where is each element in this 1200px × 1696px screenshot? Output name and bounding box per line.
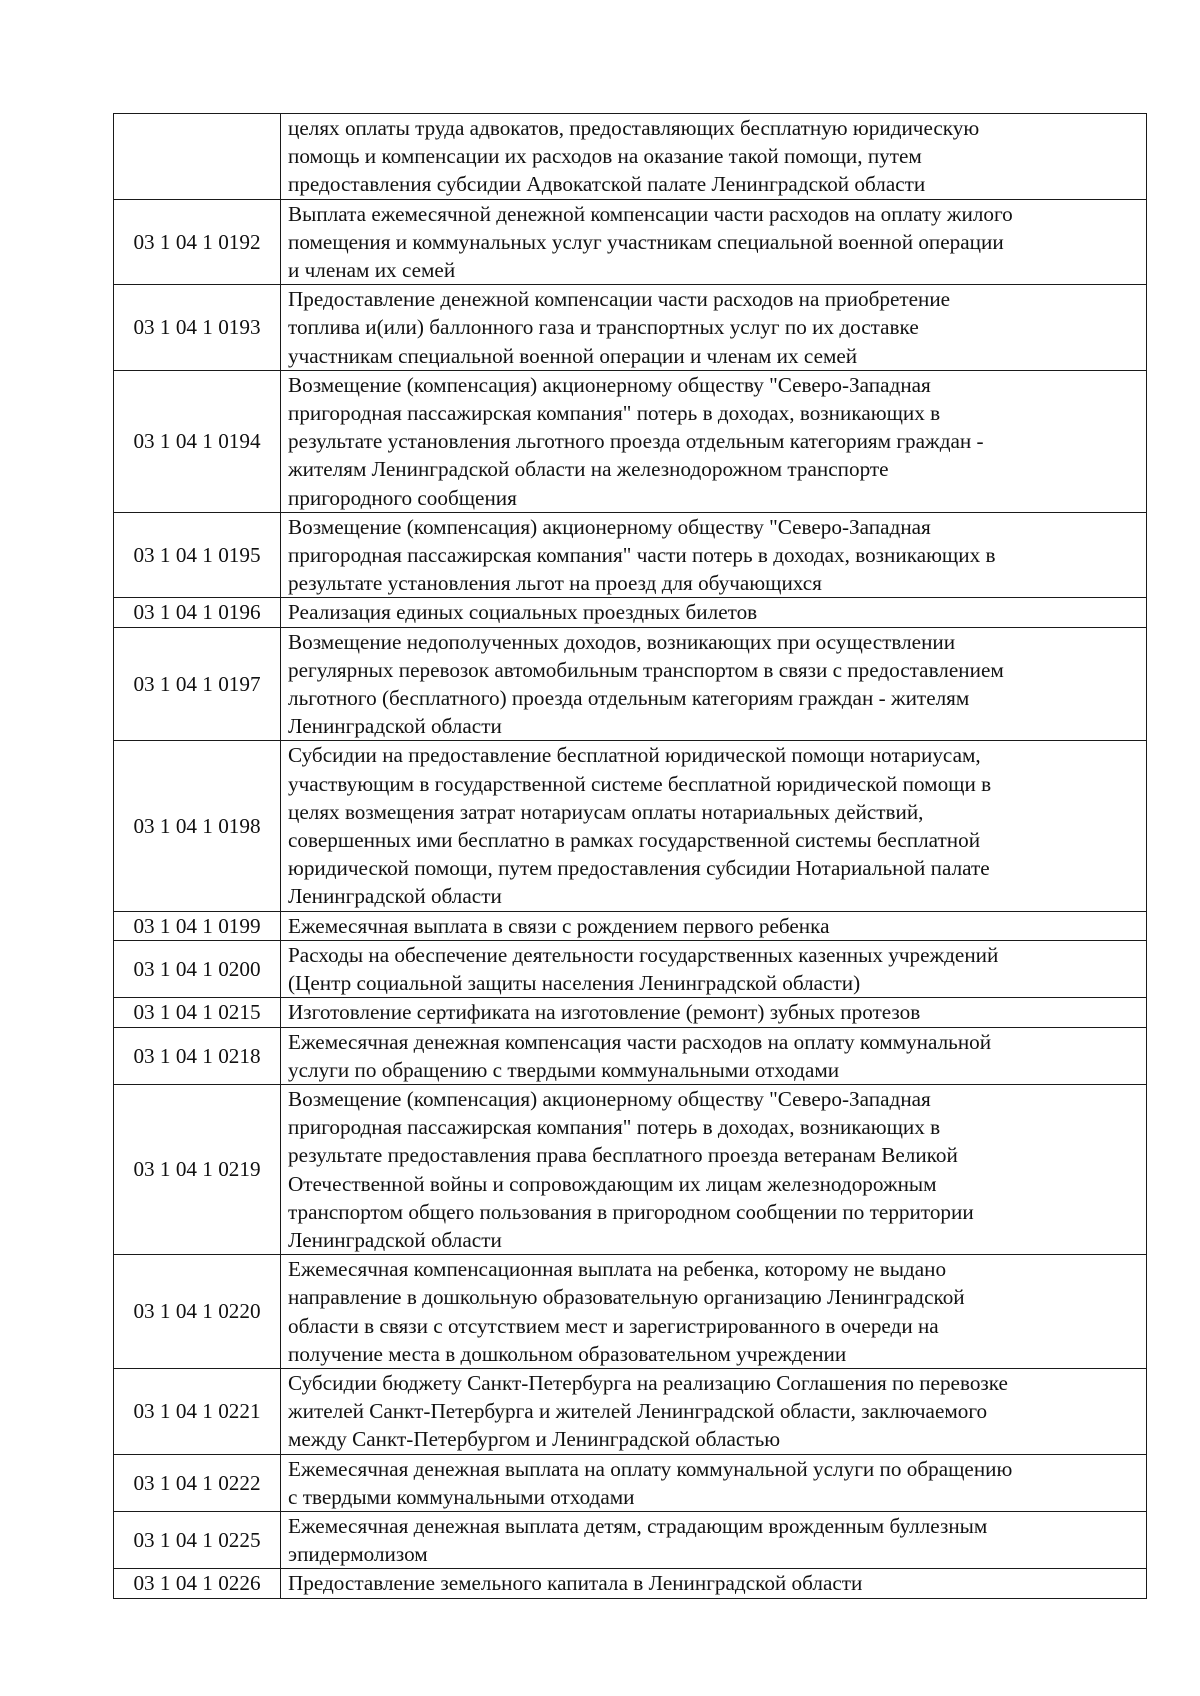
classification-code-cell: 03 1 04 1 0222 bbox=[114, 1454, 281, 1511]
description-line: Возмещение (компенсация) акционерному обществу "Северо-Западная bbox=[288, 1086, 931, 1111]
description-line: Ленинградской области bbox=[288, 884, 502, 909]
table-row bbox=[114, 1368, 1147, 1454]
classification-code-cell: 03 1 04 1 0199 bbox=[114, 911, 281, 940]
budget-codes-table bbox=[113, 113, 1147, 1599]
classification-code-cell: 03 1 04 1 0195 bbox=[114, 512, 281, 598]
classification-code-cell bbox=[114, 114, 281, 200]
description-line: жителям Ленинградской области на железнодорожном транспорте bbox=[288, 457, 889, 482]
description-line: пригородная пассажирская компания" потерь в доходах, возникающих в bbox=[288, 401, 941, 426]
description-line: Ежемесячная компенсационная выплата на ребенка, которому не выдано bbox=[288, 1257, 947, 1282]
expense-description-cell bbox=[281, 512, 1147, 598]
expense-description-cell bbox=[281, 285, 1147, 371]
expense-description-cell bbox=[281, 1084, 1147, 1254]
description-line: результате установления льготного проезда отдельным категориям граждан - bbox=[288, 429, 984, 454]
table-row bbox=[114, 370, 1147, 512]
description-line: результате установления льгот на проезд для обучающихся bbox=[288, 571, 822, 596]
description-line: Расходы на обеспечение деятельности государственных казенных учреждений bbox=[288, 942, 999, 967]
classification-code-cell: 03 1 04 1 0197 bbox=[114, 627, 281, 741]
expense-description-cell bbox=[281, 1255, 1147, 1369]
classification-code-cell: 03 1 04 1 0193 bbox=[114, 285, 281, 371]
table-row bbox=[114, 1027, 1147, 1084]
description-line: и членам их семей bbox=[288, 258, 456, 283]
table-row bbox=[114, 741, 1147, 911]
classification-code-cell: 03 1 04 1 0215 bbox=[114, 998, 281, 1027]
classification-code-cell: 03 1 04 1 0196 bbox=[114, 598, 281, 627]
description-line: транспортом общего пользования в пригородном сообщении по территории bbox=[288, 1199, 974, 1224]
description-line: пригородная пассажирская компания" потерь в доходах, возникающих в bbox=[288, 1115, 941, 1140]
classification-code-cell: 03 1 04 1 0192 bbox=[114, 199, 281, 285]
expense-description-cell bbox=[281, 741, 1147, 911]
description-line: предоставления субсидии Адвокатской палате Ленинградской области bbox=[288, 172, 926, 197]
description-line: получение места в дошкольном образовательном учреждении bbox=[288, 1341, 847, 1366]
expense-description-cell bbox=[281, 627, 1147, 741]
expense-description-cell bbox=[281, 1368, 1147, 1454]
description-line: жителей Санкт-Петербурга и жителей Ленинградской области, заключаемого bbox=[288, 1399, 988, 1424]
description-line: Ленинградской области bbox=[288, 1227, 502, 1252]
table-row bbox=[114, 285, 1147, 371]
expense-description-cell bbox=[281, 598, 1147, 627]
description-line: пригородная пассажирская компания" части потерь в доходах, возникающих в bbox=[288, 543, 996, 568]
description-line: Ежемесячная денежная выплата на оплату коммунальной услуги по обращению bbox=[288, 1456, 1013, 1481]
classification-code-cell: 03 1 04 1 0221 bbox=[114, 1368, 281, 1454]
description-line: области в связи с отсутствием мест и зарегистрированного в очереди на bbox=[288, 1313, 939, 1338]
description-line: участникам специальной военной операции и членам их семей bbox=[288, 343, 858, 368]
classification-code-cell: 03 1 04 1 0219 bbox=[114, 1084, 281, 1254]
table-row bbox=[114, 598, 1147, 627]
expense-description-cell bbox=[281, 370, 1147, 512]
description-line: льготного (бесплатного) проезда отдельным категориям граждан - жителям bbox=[288, 686, 970, 711]
table-row bbox=[114, 911, 1147, 940]
expense-description-cell bbox=[281, 1569, 1147, 1598]
table-row bbox=[114, 199, 1147, 285]
description-line: услуги по обращению с твердыми коммунальными отходами bbox=[288, 1057, 840, 1082]
classification-code-cell: 03 1 04 1 0194 bbox=[114, 370, 281, 512]
description-line: Ежемесячная денежная выплата детям, страдающим врожденным буллезным bbox=[288, 1513, 988, 1538]
description-line: результате предоставления права бесплатного проезда ветеранам Великой bbox=[288, 1143, 958, 1168]
description-line: эпидермолизом bbox=[288, 1542, 428, 1567]
description-line: Возмещение недополученных доходов, возникающих при осуществлении bbox=[288, 629, 956, 654]
description-line: между Санкт-Петербургом и Ленинградской областью bbox=[288, 1427, 781, 1452]
description-line: Ленинградской области bbox=[288, 714, 502, 739]
description-line: направление в дошкольную образовательную организацию Ленинградской bbox=[288, 1285, 965, 1310]
table-row bbox=[114, 1084, 1147, 1254]
expense-description-cell bbox=[281, 1027, 1147, 1084]
description-line: юридической помощи, путем предоставления субсидии Нотариальной палате bbox=[288, 856, 990, 881]
description-line: совершенных ими бесплатно в рамках государственной системы бесплатной bbox=[288, 828, 981, 853]
description-line: помещения и коммунальных услуг участникам специальной военной операции bbox=[288, 229, 1004, 254]
description-line: регулярных перевозок автомобильным транспортом в связи с предоставлением bbox=[288, 657, 1004, 682]
description-line: Субсидии на предоставление бесплатной юридической помощи нотариусам, bbox=[288, 743, 981, 768]
description-line: целях оплаты труда адвокатов, предоставляющих бесплатную юридическую bbox=[288, 116, 980, 140]
description-line: Выплата ежемесячной денежной компенсации части расходов на оплату жилого bbox=[288, 201, 1013, 226]
classification-code-cell: 03 1 04 1 0220 bbox=[114, 1255, 281, 1369]
expense-description-cell bbox=[281, 940, 1147, 997]
expense-description-cell bbox=[281, 114, 1147, 200]
description-line: (Центр социальной защиты населения Ленинградской области) bbox=[288, 971, 861, 996]
table-row bbox=[114, 998, 1147, 1027]
description-line: Субсидии бюджету Санкт-Петербурга на реализацию Соглашения по перевозке bbox=[288, 1370, 1008, 1395]
classification-code-cell: 03 1 04 1 0198 bbox=[114, 741, 281, 911]
table-row bbox=[114, 940, 1147, 997]
expense-description-cell bbox=[281, 998, 1147, 1027]
table-row bbox=[114, 1511, 1147, 1568]
description-line: Ежемесячная выплата в связи с рождением первого ребенка bbox=[288, 913, 830, 938]
description-line: топлива и(или) баллонного газа и транспортных услуг по их доставке bbox=[288, 315, 919, 340]
description-line: Отечественной войны и сопровождающим их лицам железнодорожным bbox=[288, 1171, 937, 1196]
table-row bbox=[114, 1569, 1147, 1598]
classification-code-cell: 03 1 04 1 0225 bbox=[114, 1511, 281, 1568]
description-line: участвующим в государственной системе бесплатной юридической помощи в bbox=[288, 771, 992, 796]
expense-description-cell bbox=[281, 199, 1147, 285]
description-line: с твердыми коммунальными отходами bbox=[288, 1484, 635, 1509]
description-line: целях возмещения затрат нотариусам оплаты нотариальных действий, bbox=[288, 799, 924, 824]
description-line: Предоставление денежной компенсации части расходов на приобретение bbox=[288, 287, 951, 312]
expense-description-cell bbox=[281, 911, 1147, 940]
classification-code-cell: 03 1 04 1 0200 bbox=[114, 940, 281, 997]
table-row bbox=[114, 114, 1147, 200]
table-row bbox=[114, 512, 1147, 598]
table-row bbox=[114, 1454, 1147, 1511]
table-row bbox=[114, 1255, 1147, 1369]
expense-description-cell bbox=[281, 1511, 1147, 1568]
description-line: Реализация единых социальных проездных билетов bbox=[288, 600, 758, 625]
description-line: помощь и компенсации их расходов на оказание такой помощи, путем bbox=[288, 144, 922, 169]
classification-code-cell: 03 1 04 1 0226 bbox=[114, 1569, 281, 1598]
table-body bbox=[114, 114, 1147, 1599]
description-line: Изготовление сертификата на изготовление (ремонт) зубных протезов bbox=[288, 1000, 921, 1025]
expense-description-cell bbox=[281, 1454, 1147, 1511]
document-page bbox=[113, 113, 1147, 1599]
classification-code-cell: 03 1 04 1 0218 bbox=[114, 1027, 281, 1084]
description-line: пригородного сообщения bbox=[288, 485, 517, 510]
description-line: Ежемесячная денежная компенсация части расходов на оплату коммунальной bbox=[288, 1029, 992, 1054]
description-line: Предоставление земельного капитала в Ленинградской области bbox=[288, 1571, 863, 1596]
description-line: Возмещение (компенсация) акционерному обществу "Северо-Западная bbox=[288, 372, 931, 397]
table-row bbox=[114, 627, 1147, 741]
description-line: Возмещение (компенсация) акционерному обществу "Северо-Западная bbox=[288, 514, 931, 539]
